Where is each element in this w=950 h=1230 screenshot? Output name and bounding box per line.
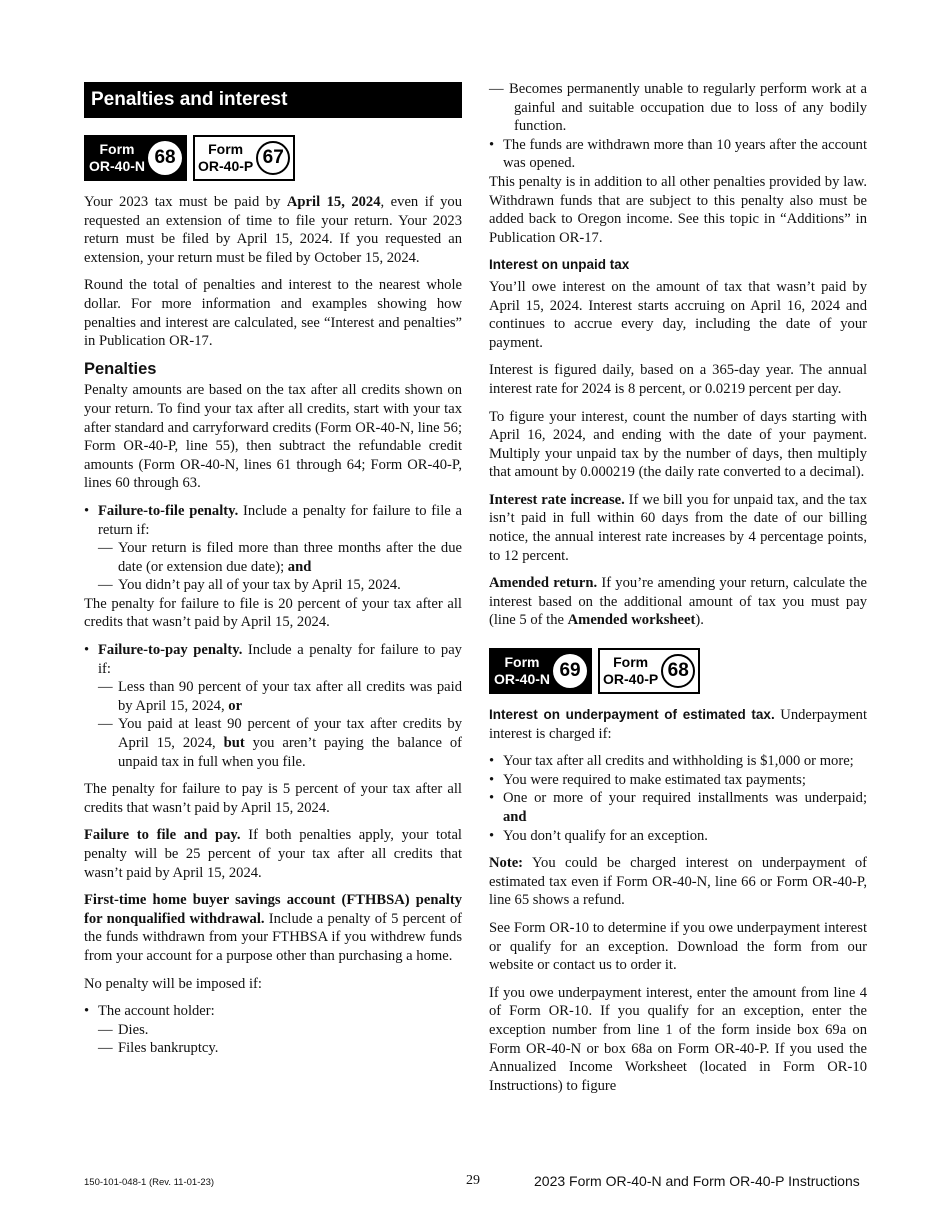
list-item: • One or more of your required installments was underpaid; and <box>489 789 867 826</box>
footer-title: 2023 Form OR-40-N and Form OR-40-P Instructions <box>534 1173 860 1189</box>
paragraph-rate-increase: Interest rate increase. If we bill you for unpaid tax, and the tax isn’t paid in full within 60 days from the date of our billing notice, the annual interest rate increases by 4 percentage points, to 12 percent. <box>489 491 868 564</box>
list-item: • You were required to make estimated tax payments; <box>489 771 867 790</box>
list-item: — Your return is filed more than three months after the due date (or extension due date); and <box>98 539 462 576</box>
line-number-badge: 68 <box>661 654 695 688</box>
badge-or-40-p: Form OR-40-P 67 <box>193 135 295 181</box>
list-item: • Your tax after all credits and withholding is $1,000 or more; <box>489 752 867 771</box>
list-item: — You didn’t pay all of your tax by April 15, 2024. <box>98 576 462 595</box>
footer-page-number: 29 <box>466 1173 480 1188</box>
list-item: • Failure-to-file penalty. Include a penalty for failure to file a return if: — Your return is filed more than three months after the due date (or extension due date); and — You didn’t pay all of your tax by April 15, 2024. <box>84 502 462 595</box>
interest-heading: Interest on unpaid tax <box>489 257 630 273</box>
right-column <box>489 80 867 1104</box>
section-title: Penalties and interest <box>84 82 462 118</box>
badge-or-40-n: Form OR-40-N 68 <box>84 135 187 181</box>
badge-or-40-p: Form OR-40-P 68 <box>598 648 700 694</box>
withdrawal-list <box>489 136 867 173</box>
paragraph-figure-interest: To figure your interest, count the number of days starting with April 16, 2024, and ending with the date of your payment. Multiply your unpaid tax by the number of days, then multiply that amount by 0.000219 (the daily rate converted to a decimal). <box>489 408 867 481</box>
paragraph-see-or-10: See Form OR-10 to determine if you owe underpayment interest or qualify for an exception. Download the form from our website or contact us to order it. <box>489 919 867 974</box>
failure-to-file-list <box>84 502 462 595</box>
left-column <box>84 82 462 1067</box>
paragraph-additional-penalty: This penalty is in addition to all other penalties provided by law. Withdrawn funds that are subject to this penalty also must be added back to Oregon income. See this topic in “Additions” in Publication OR-17. <box>489 173 867 246</box>
list-item: • The funds are withdrawn more than 10 years after the account was opened. <box>489 136 867 173</box>
list-item: • You don’t qualify for an exception. <box>489 827 867 846</box>
form-badges-top <box>84 135 462 181</box>
paragraph-ftp-rate: The penalty for failure to pay is 5 percent of your tax after all credits that wasn’t paid by April 15, 2024. <box>84 781 462 816</box>
paragraph-fthbsa: First-time home buyer savings account (FTHBSA) penalty for nonqualified withdrawal. Include a penalty of 5 percent of the funds withdrawn from your FTHBSA if you withdrew funds from your account for a purpose other than purchasing a home. <box>84 892 462 964</box>
paragraph-penalty-basis: Penalty amounts are based on the tax after all credits shown on your return. To find your tax after all credits, start with your tax after standard and carryforward credits (Form OR-40-N, line 56; Form OR-40-P, line 55), then subtract the refundable credit amounts (Form OR-40-N, lines 61 through 64; Form OR-40-P, lines 60 through 63. <box>84 382 462 492</box>
badge-or-40-n: Form OR-40-N 69 <box>489 648 592 694</box>
paragraph-file-and-pay: Failure to file and pay. If both penalties apply, your total penalty will be 25 percent of your tax after all credits that wasn’t paid by April 15, 2024. <box>84 827 462 881</box>
form-badges-bottom <box>489 648 867 694</box>
paragraph-interest-owed: You’ll owe interest on the amount of tax that wasn’t paid by April 15, 2024. Interest starts accruing on April 16, 2024 and continues to accrue every day, including the date of your payment. <box>489 278 867 351</box>
list-item: — Less than 90 percent of your tax after all credits was paid by April 15, 2024, or <box>98 678 462 715</box>
failure-to-pay-list <box>84 641 462 771</box>
paragraph-amended-return: Amended return. If you’re amending your return, calculate the interest based on the additional amount of tax you must pay (line 5 of the Amended worksheet). <box>489 575 867 629</box>
paragraph-no-penalty: No penalty will be imposed if: <box>84 975 262 992</box>
list-item: — Files bankruptcy. <box>98 1039 462 1058</box>
paragraph-due-date: Your 2023 tax must be paid by April 15, 2024, even if you requested an extension of time to file your return. Your 2023 return must be filed by April 15, 2024. If you requested an extension, your return must be filed by October 15, 2024. <box>84 194 463 266</box>
paragraph-underpayment: Interest on underpayment of estimated tax. Underpayment interest is charged if: <box>489 707 868 742</box>
list-item: • Failure-to-pay penalty. Include a penalty for failure to pay if: — Less than 90 percent of your tax after all credits was paid by April 15, 2024, or — You paid at least 90 percent of your tax after credits by April 15, 2024, but you aren’t paying the balance of unpaid tax in full when you file. <box>84 641 462 771</box>
list-item: • The account holder: — Dies. — Files bankruptcy. <box>84 1002 462 1058</box>
underpayment-conditions-list <box>489 752 867 845</box>
paragraph-ftf-rate: The penalty for failure to file is 20 percent of your tax after all credits that wasn’t paid by April 15, 2024. <box>84 595 462 631</box>
list-item: — Dies. <box>98 1021 462 1040</box>
line-number-badge: 69 <box>553 654 587 688</box>
list-item: — Becomes permanently unable to regularly perform work at a gainful and suitable occupation due to loss of any bodily function. <box>489 80 867 136</box>
paragraph-note: Note: You could be charged interest on underpayment of estimated tax even if Form OR-40-N, line 66 or Form OR-40-P, line 65 shows a refund. <box>489 855 867 909</box>
account-holder-continued <box>489 80 867 136</box>
footer-form-code: 150-101-048-1 (Rev. 11-01-23) <box>84 1177 215 1188</box>
paragraph-interest-rate: Interest is figured daily, based on a 365-day year. The annual interest rate for 2024 is 8 percent, or 0.0219 percent per day. <box>489 362 867 397</box>
penalties-heading: Penalties <box>84 359 157 378</box>
line-number-badge: 68 <box>148 141 182 175</box>
list-item: — You paid at least 90 percent of your tax after credits by April 15, 2024, but you aren’t paying the balance of unpaid tax in full when you file. <box>98 715 462 771</box>
account-holder-list <box>84 1002 462 1058</box>
paragraph-enter-amount: If you owe underpayment interest, enter the amount from line 4 of Form OR-10. If you qualify for an exception, enter the exception number from line 1 of the form inside box 69a on Form OR-40-N or box 68a on Form OR-40-P. If you used the Annualized Income Worksheet (located in Form OR-10 Instructions) to figure <box>489 984 867 1094</box>
paragraph-rounding: Round the total of penalties and interest to the nearest whole dollar. For more information and examples showing how penalties and interest are calculated, see “Interest and penalties” in Publication OR-17. <box>84 277 462 350</box>
line-number-badge: 67 <box>256 141 290 175</box>
